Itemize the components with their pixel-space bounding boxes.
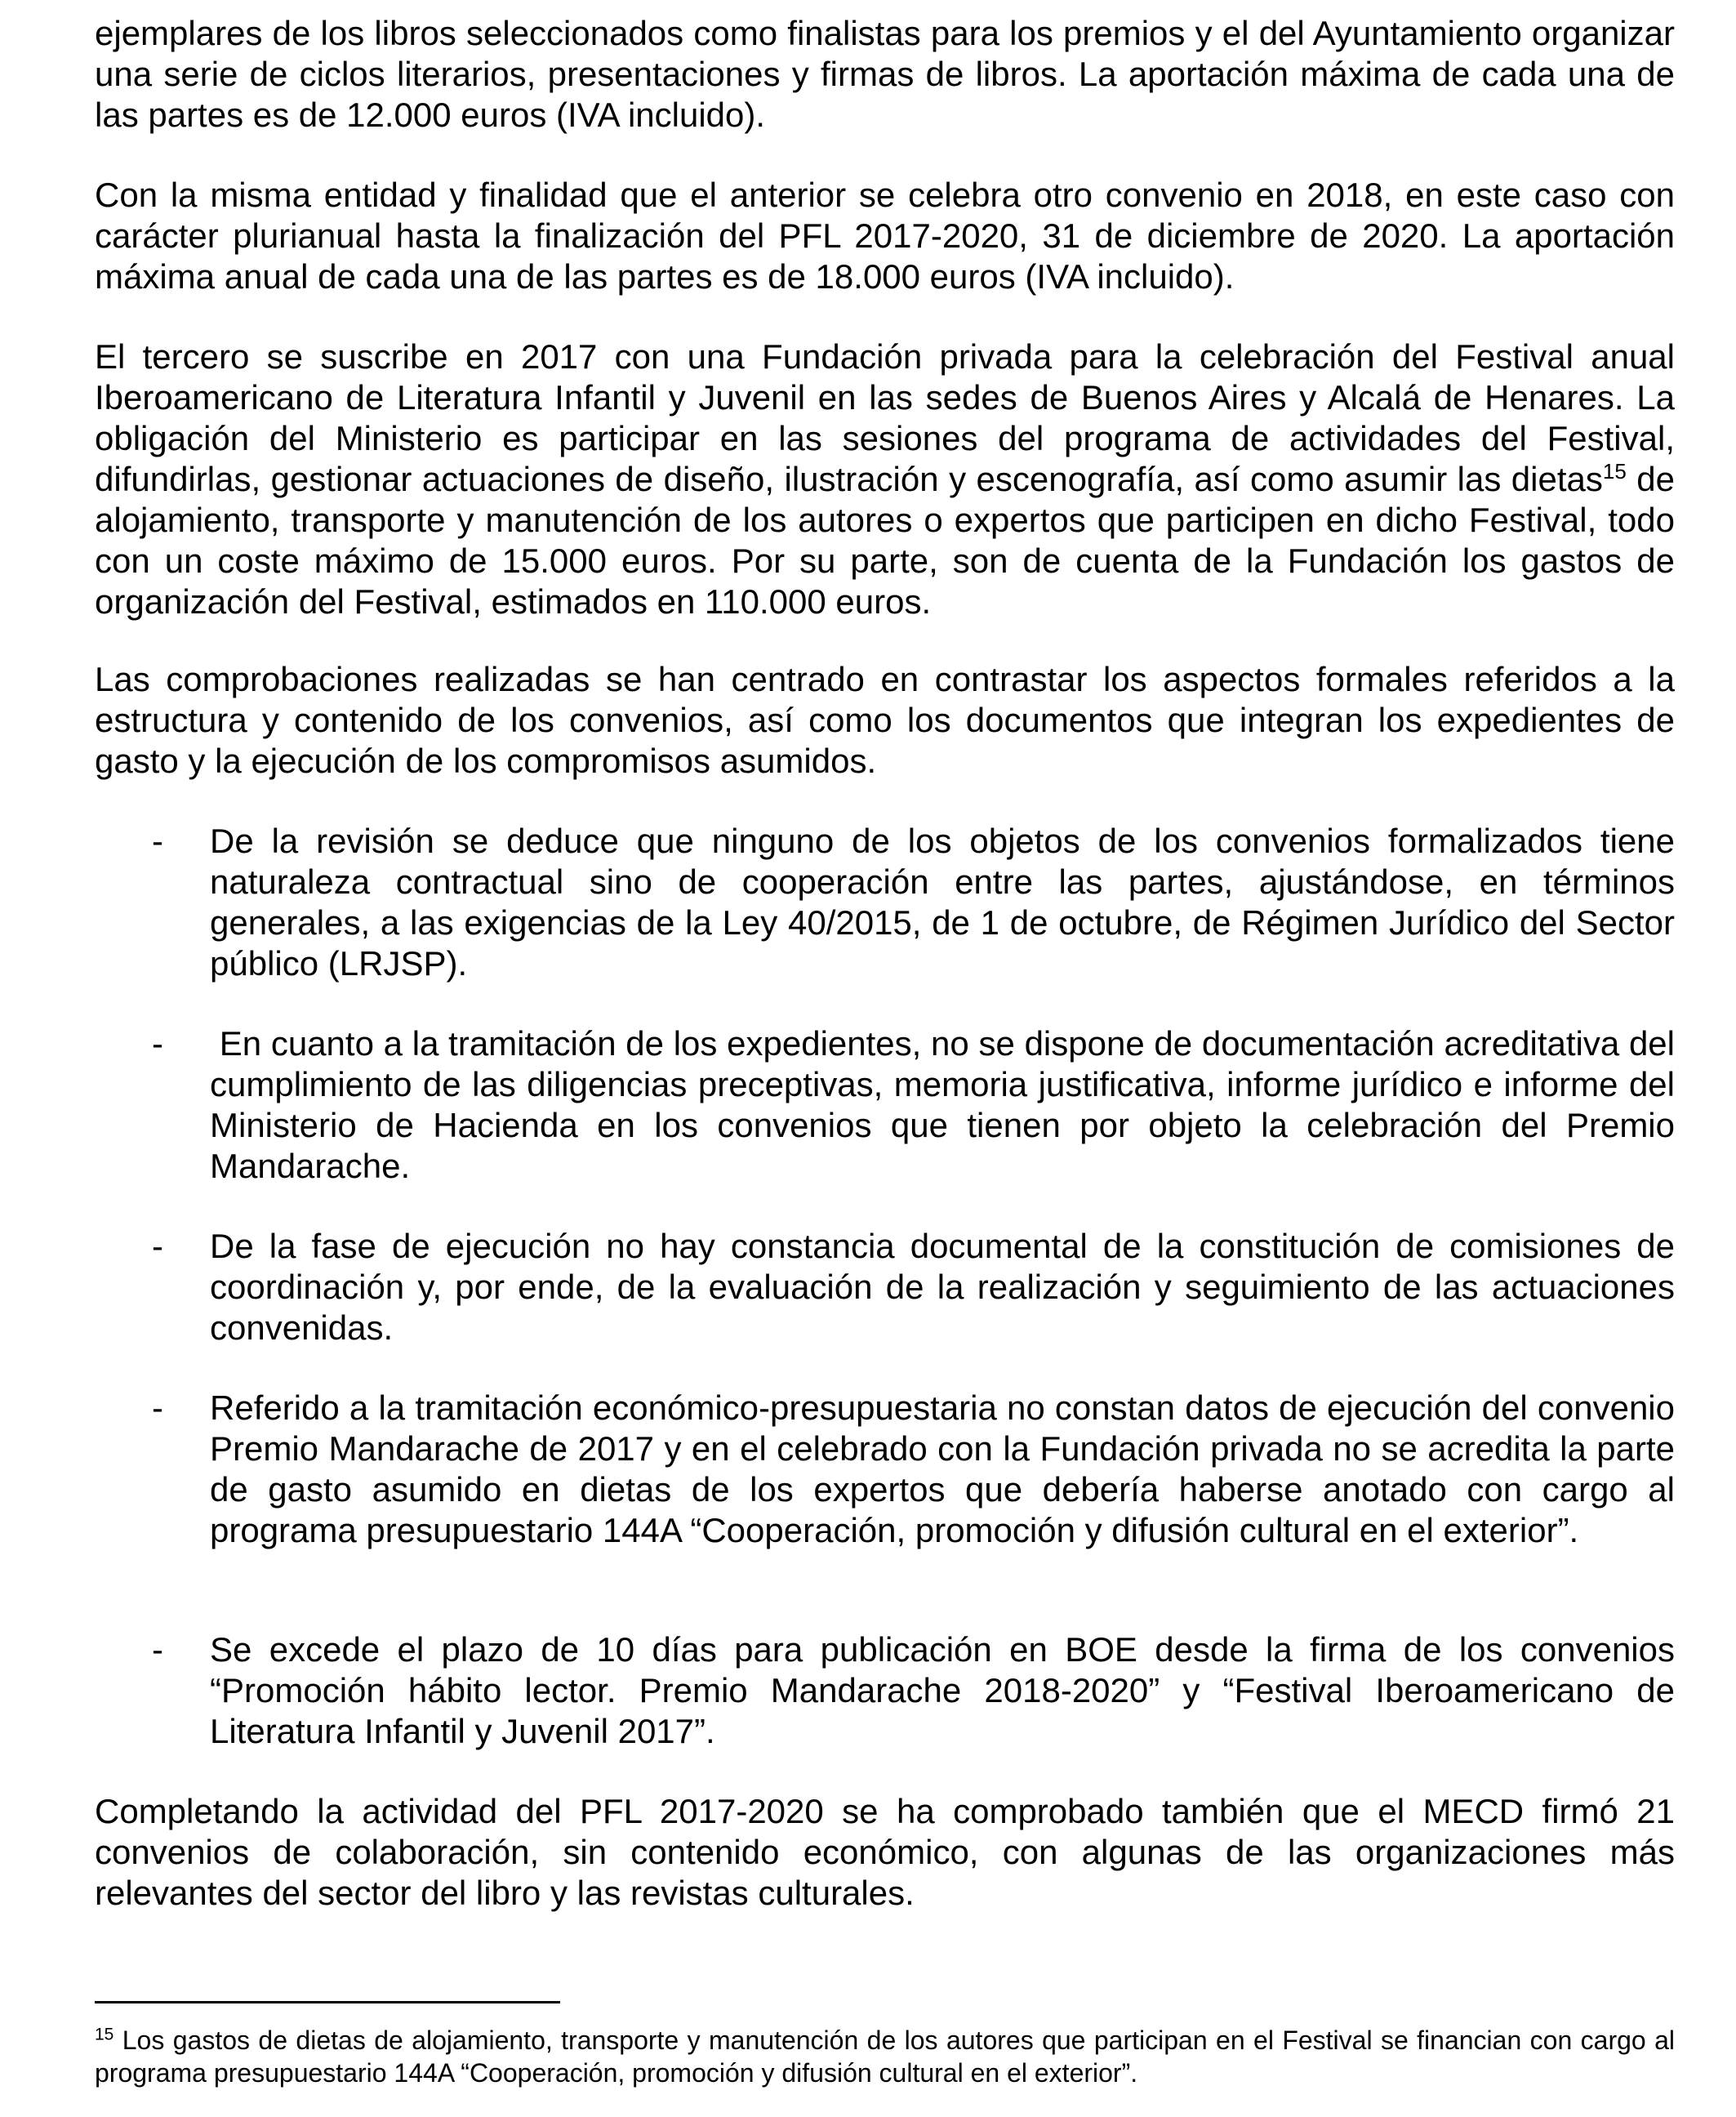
list-dash: - xyxy=(152,1227,163,1265)
list-dash: - xyxy=(152,1024,163,1063)
paragraph-comprobaciones: Las comprobaciones realizadas se han centrado en contrastar los aspectos formales referidos a la estructura y contenido de los convenios, así como los documentos que integran los expedientes de gasto y la ejecución de los compromisos asumidos. xyxy=(95,660,1675,780)
footnote-number: 15 xyxy=(95,2025,114,2044)
paragraph-text-part: de alojamiento, transporte y manutención de los autores o expertos que participen en dicho Festival, todo con un coste máximo de 15.000 euros. Por su parte, son de cuenta de la Fundación los gastos de organización del Festival, estimados en 110.000 euros. xyxy=(95,460,1675,621)
list-dash: - xyxy=(152,1630,163,1669)
list-item-text: De la fase de ejecución no hay constancia documental de la constitución de comisiones de coordinación y, por ende, de la evaluación de la realización y seguimiento de las actuaciones convenidas. xyxy=(210,1227,1675,1347)
footnote-separator xyxy=(95,2001,560,2003)
list-item-text: Referido a la tramitación económico-presupuestaria no constan datos de ejecución del convenio Premio Mandarache de 2017 y en el celebrado con la Fundación privada no se acredita la parte de gasto asumido en dietas de los expertos que debería haberse anotado con cargo al programa presupuestario 144A “Cooperación, promoción y difusión cultural en el exterior”. xyxy=(210,1388,1675,1549)
list-item-text: De la revisión se deduce que ninguno de los objetos de los convenios formalizados tiene naturaleza contractual sino de cooperación entre las partes, ajustándose, en términos generales, a las exigencias de la Ley 40/2015, de 1 de octubre, de Régimen Jurídico del Sector público (LRJSP). xyxy=(210,822,1675,983)
footnote xyxy=(95,2024,1675,2089)
footnote-reference: 15 xyxy=(1602,459,1627,484)
paragraph-completando: Completando la actividad del PFL 2017-2020 se ha comprobado también que el MECD firmó 21 convenios de colaboración, sin contenido económico, con algunas de las organizaciones más relevantes del sector del libro y las revistas culturales. xyxy=(95,1792,1675,1912)
list-dash: - xyxy=(152,1388,163,1427)
paragraph-convenio-2018: Con la misma entidad y finalidad que el anterior se celebra otro convenio en 2018, en este caso con carácter plurianual hasta la finalización del PFL 2017-2020, 31 de diciembre de 2020. La aportación máxima anual de cada una de las partes es de 18.000 euros (IVA incluido). xyxy=(95,176,1675,296)
paragraph-ejemplares: ejemplares de los libros seleccionados como finalistas para los premios y el del Ayuntamiento organizar una serie de ciclos literarios, presentaciones y firmas de libros. La aportación máxima de cada una de las partes es de 12.000 euros (IVA incluido). xyxy=(95,14,1675,134)
paragraph-text-part: El tercero se suscribe en 2017 con una Fundación privada para la celebración del Festival anual Iberoamericano de Literatura Infantil y Juvenil en las sedes de Buenos Aires y Alcalá de Henares. La obligación del Ministerio es participar en las sesiones del programa de actividades del Festival, difundirlas, gestionar actuaciones de diseño, ilustración y escenografía, así como asumir las dietas xyxy=(95,337,1675,498)
footnote-text: Los gastos de dietas de alojamiento, transporte y manutención de los autores que participan en el Festival se financian con cargo al programa presupuestario 144A “Cooperación, promoción y difusión cultural en el exterior”. xyxy=(95,2026,1675,2088)
list-item-text: En cuanto a la tramitación de los expedientes, no se dispone de documentación acreditativa del cumplimiento de las diligencias preceptivas, memoria justificativa, informe jurídico e informe del Ministerio de Hacienda en los convenios que tienen por objeto la celebración del Premio Mandarache. xyxy=(210,1024,1685,1185)
list-item-text: Se excede el plazo de 10 días para publicación en BOE desde la firma de los convenios “Promoción hábito lector. Premio Mandarache 2018-2020” y “Festival Iberoamericano de Literatura Infantil y Juvenil 2017”. xyxy=(210,1630,1675,1750)
list-dash: - xyxy=(152,822,163,860)
paragraph-festival-iberoamericano xyxy=(95,336,1675,622)
